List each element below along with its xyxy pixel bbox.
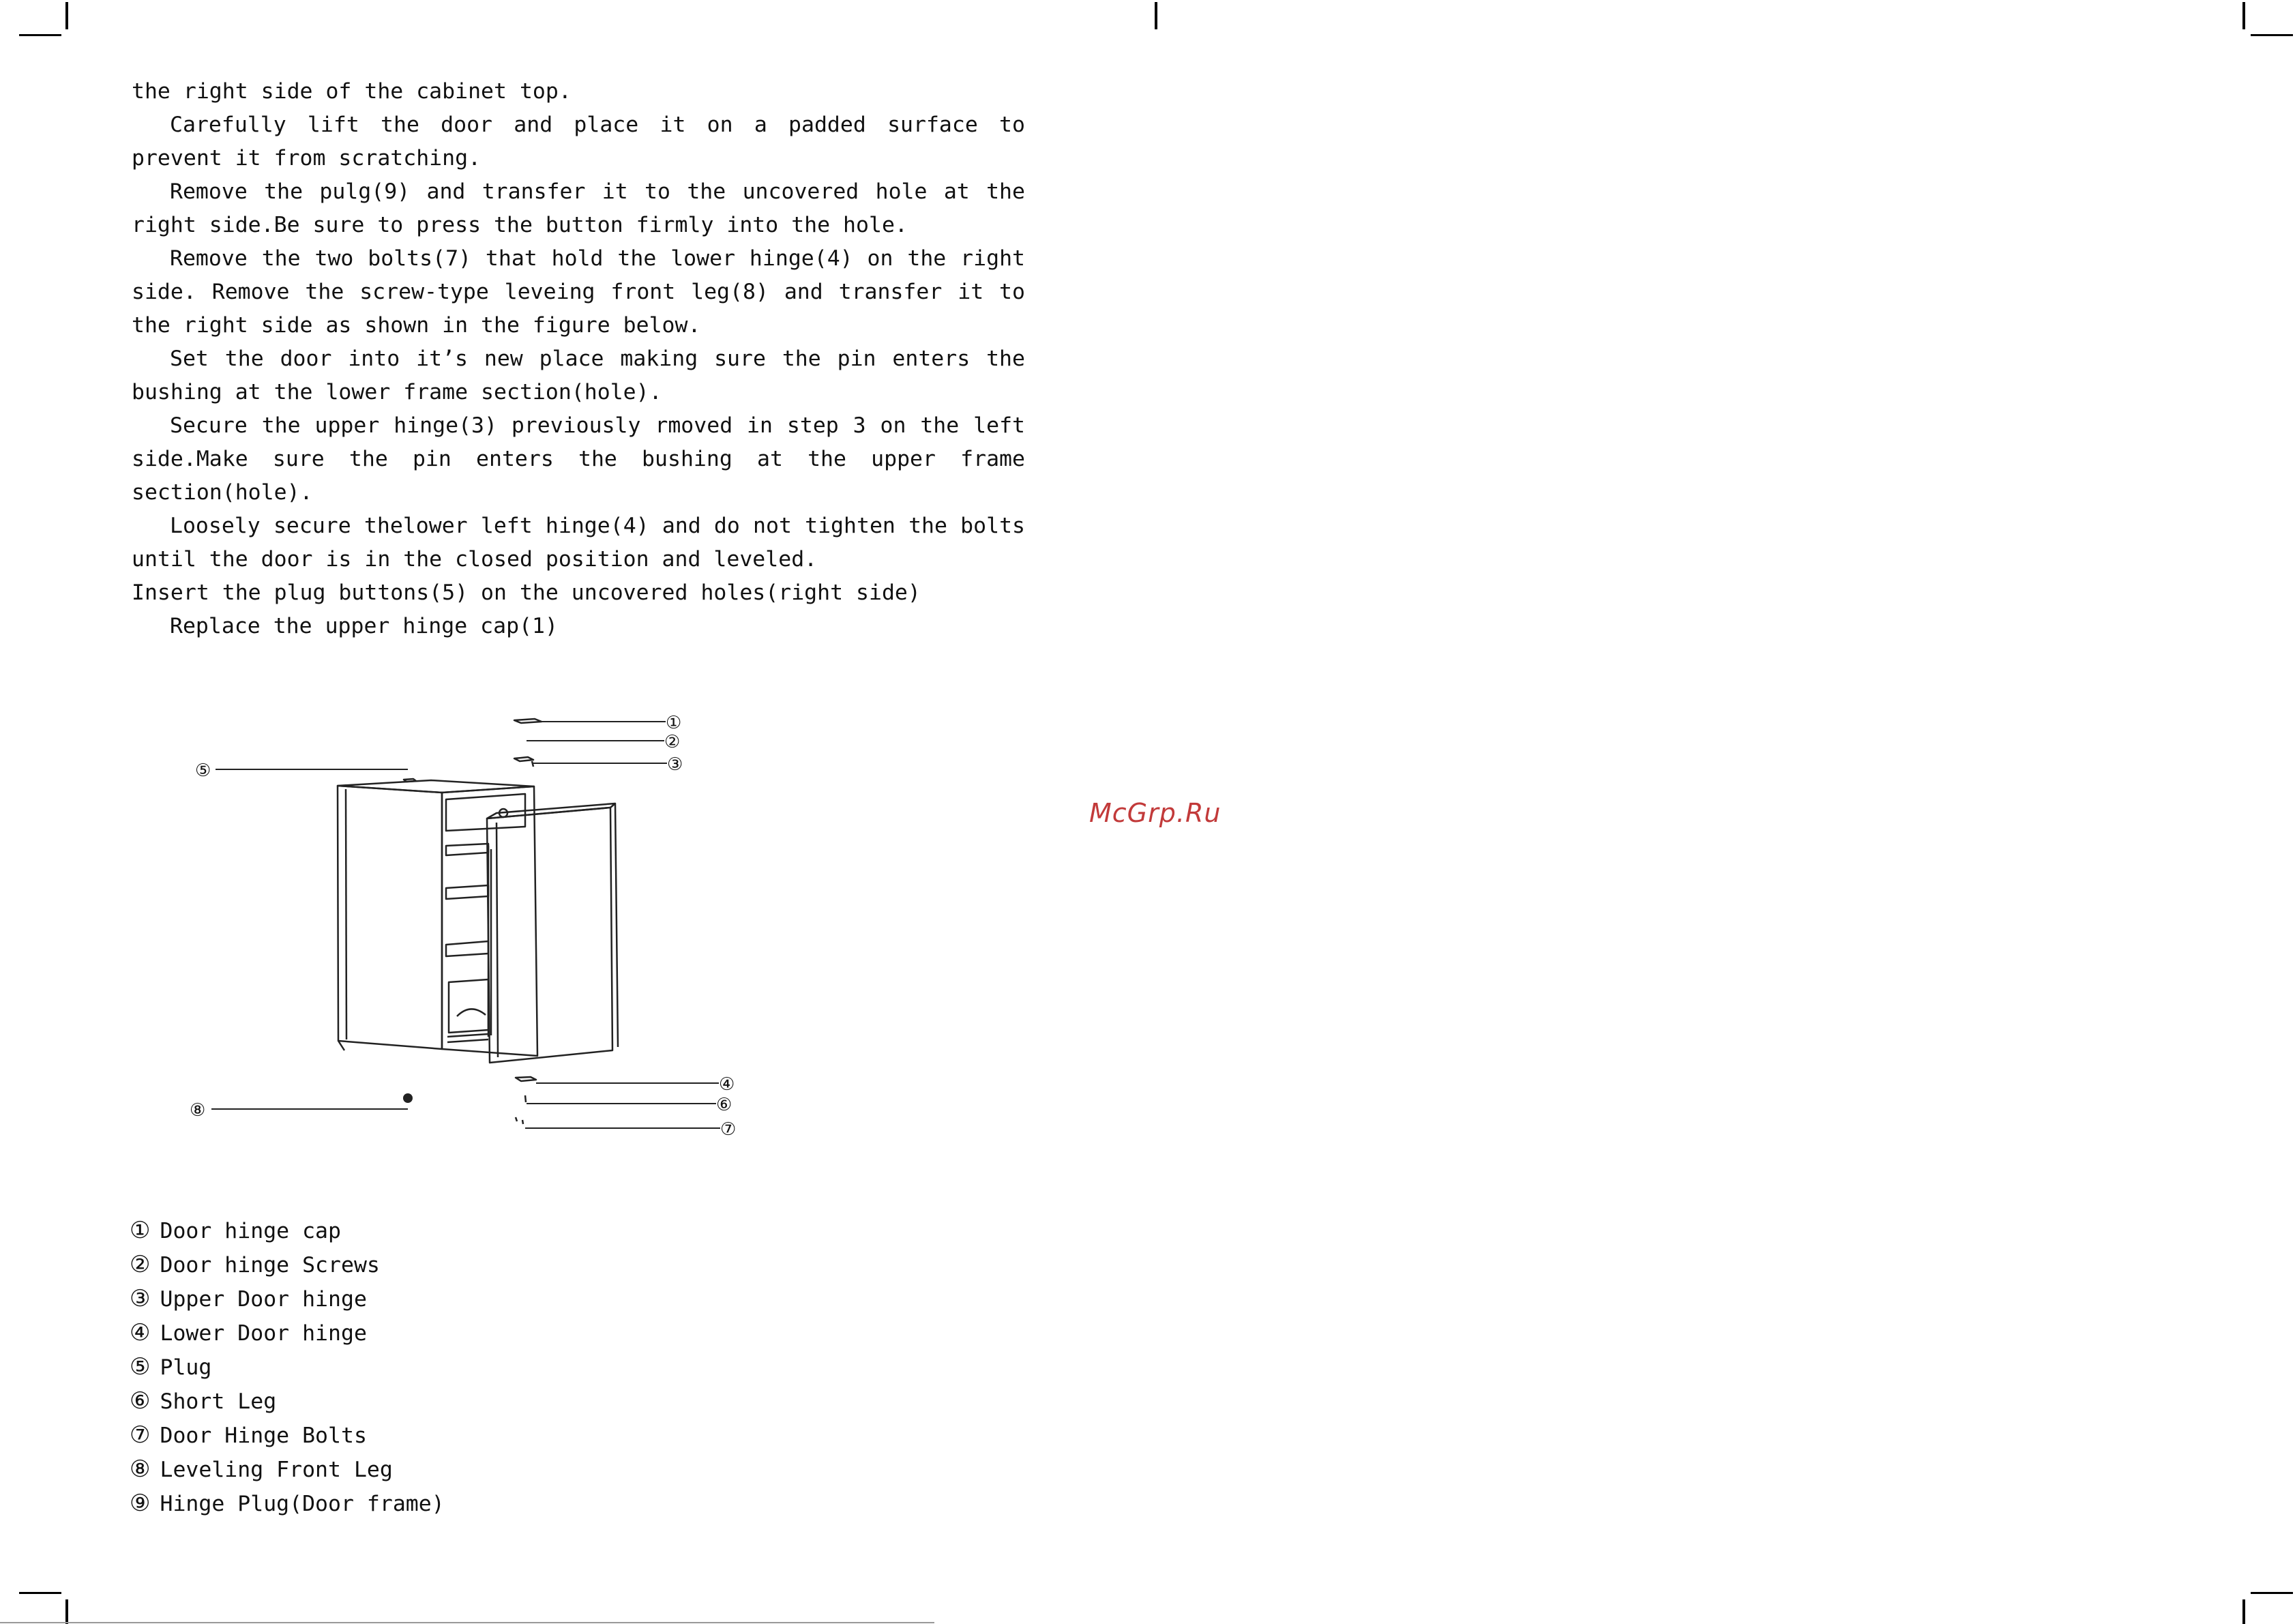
instruction-paragraph: Loosely secure thelower left hinge(4) and do not tighten the bolts until the door is in the closed position and leveled. [132, 514, 1025, 572]
parts-legend [130, 1214, 445, 1521]
crop-mark [19, 1592, 61, 1594]
legend-item [130, 1453, 445, 1487]
legend-number: ⑨ [130, 1490, 151, 1517]
legend-item [130, 1419, 445, 1453]
callout-6: ⑥ [716, 1095, 732, 1115]
legend-label: Plug [160, 1355, 212, 1380]
legend-number: ⑥ [130, 1387, 151, 1415]
crop-mark [2242, 1599, 2245, 1624]
legend-number: ⑦ [130, 1421, 151, 1449]
instruction-paragraph: Secure the upper hinge(3) previously rmoved in step 3 on the left side.Make sure the pin enters the bushing at the upper frame section(hole). [132, 413, 1025, 505]
legend-label: Hinge Plug(Door frame) [160, 1492, 445, 1516]
callout-3: ③ [667, 754, 683, 775]
cabinet-side [338, 786, 442, 1049]
legend-item [130, 1487, 445, 1521]
legend-number: ⑤ [130, 1353, 151, 1381]
door-gasket [497, 823, 498, 1057]
bottom-rule [0, 1622, 934, 1623]
bottom-grill [447, 1039, 488, 1042]
shelf-1 [446, 844, 488, 855]
legend-label: Upper Door hinge [160, 1287, 367, 1312]
legend-label: Lower Door hinge [160, 1321, 367, 1346]
shelf-3 [446, 941, 488, 956]
hinge-cap-part [514, 719, 542, 723]
legend-item [130, 1248, 445, 1282]
instruction-paragraph: Insert the plug buttons(5) on the uncovered holes(right side) [132, 580, 921, 605]
cabinet-top [338, 780, 534, 793]
callout-4: ④ [719, 1074, 735, 1095]
upper-hinge-part [514, 757, 533, 761]
lower-hinge-part [516, 1077, 536, 1081]
legend-item [130, 1350, 445, 1385]
crop-mark [65, 2, 68, 29]
legend-label: Short Leg [160, 1389, 277, 1414]
crisper-drawer [449, 979, 488, 1033]
callout-2: ② [664, 732, 681, 752]
cabinet-foot [338, 1041, 344, 1050]
bottom-grill [447, 1034, 488, 1037]
legend-number: ④ [130, 1319, 151, 1346]
legend-item [130, 1316, 445, 1350]
legend-number: ① [130, 1217, 151, 1244]
plug-part [404, 779, 416, 782]
instruction-paragraph: Replace the upper hinge cap(1) [170, 614, 558, 638]
drawer-handle [457, 1009, 486, 1016]
instruction-paragraph: Remove the pulg(9) and transfer it to the uncovered hole at the right side.Be sure to press the button firmly into the hole. [132, 179, 1025, 237]
refrigerator-door [487, 808, 612, 1063]
crop-mark [65, 1599, 68, 1624]
refrigerator-diagram [184, 709, 750, 1146]
crop-mark [19, 34, 61, 36]
crop-mark [2251, 34, 2293, 36]
short-leg-part [525, 1095, 526, 1102]
crop-mark [2242, 2, 2245, 29]
refrigerator-drawing [184, 709, 750, 1146]
shelf-2 [446, 885, 488, 899]
door-edge-side [615, 803, 618, 1047]
legend-label: Door Hinge Bolts [160, 1423, 367, 1448]
legend-item [130, 1214, 445, 1248]
watermark-text: McGrp.Ru [1089, 798, 1221, 828]
bolt-part [516, 1117, 517, 1121]
legend-number: ③ [130, 1285, 151, 1312]
leveling-leg-part [403, 1093, 413, 1103]
upper-hinge-screw [532, 761, 533, 767]
callout-8: ⑧ [190, 1100, 206, 1121]
legend-item [130, 1282, 445, 1316]
legend-item [130, 1385, 445, 1419]
instruction-paragraph: Carefully lift the door and place it on a padded surface to prevent it from scratching. [132, 113, 1025, 171]
legend-label: Door hinge cap [160, 1219, 341, 1243]
legend-number: ② [130, 1251, 151, 1278]
callout-1: ① [666, 713, 682, 733]
instructions-text [132, 75, 1025, 643]
legend-label: Door hinge Screws [160, 1253, 380, 1278]
callout-5: ⑤ [195, 761, 211, 781]
instruction-paragraph: the right side of the cabinet top. [132, 79, 572, 104]
bolt-part [522, 1120, 523, 1124]
crop-mark [1155, 2, 1157, 29]
legend-label: Leveling Front Leg [160, 1458, 393, 1482]
crop-mark [2251, 1592, 2293, 1594]
legend-number: ⑧ [130, 1456, 151, 1483]
instruction-paragraph: Remove the two bolts(7) that hold the lower hinge(4) on the right side. Remove the screw-type leveing front leg(8) and transfer it to the right side as shown in the figure below. [132, 246, 1025, 338]
instruction-paragraph: Set the door into it’s new place making sure the pin enters the bushing at the lower frame section(hole). [132, 346, 1025, 404]
callout-7: ⑦ [720, 1119, 737, 1140]
